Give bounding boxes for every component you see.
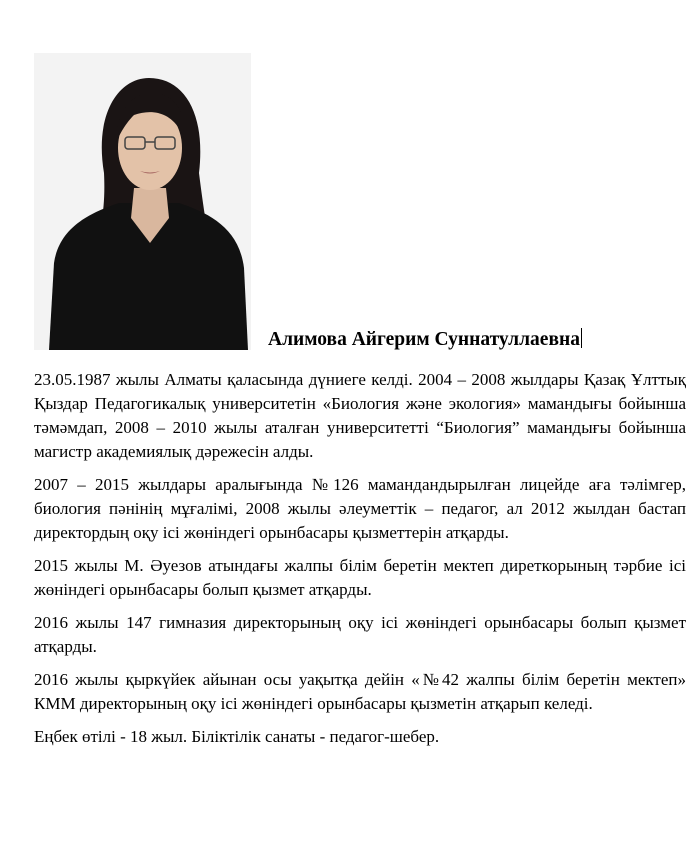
bio-paragraph-gymnasium: 2016 жылы 147 гимназия директорының оқу ісі жөніндегі орынбасары болып қызмет атқарды. (34, 613, 686, 656)
portrait-photo (34, 53, 251, 350)
bio-paragraph-education: 23.05.1987 жылы Алматы қаласында дүниеге келді. 2004 – 2008 жылдары Қазақ Ұлттық Қыздар Педагогикалық университетін «Биология және экология» мамандығы бойынша тәмәмдап, 2008 – 2010 жылы аталған университетті “Биология” мамандығы бойынша магистр академиялық дәрежесін алды. (34, 370, 686, 461)
bio-paragraph-lyceum: 2007 – 2015 жылдары аралығында №126 мамандандырылған лицейде аға тәлімгер, биология пәнінің мұғалімі, 2008 жылы әлеуметтік – педагог, ал 2012 жылдан бастап директордың оқу ісі жөніндегі орынбасары қызметтерін атқарды. (34, 475, 686, 542)
text-cursor (581, 328, 582, 348)
person-name-text: Алимова Айгерим Суннатуллаевна (268, 329, 580, 350)
biography (34, 368, 686, 758)
bio-paragraph-experience: Еңбек өтілі - 18 жыл. Біліктілік санаты - педагог-шебер. (34, 727, 440, 746)
bio-paragraph-school-42: 2016 жылы қыркүйек айынан осы уақытқа дейін «№42 жалпы білім беретін мектеп» КММ директорының оқу ісі жөніндегі орынбасары қызметін атқарып келеді. (34, 670, 686, 713)
bio-paragraph-auezov-school: 2015 жылы М. Әуезов атындағы жалпы білім беретін мектеп диреткорының тәрбие ісі жөніндегі орынбасары болып қызмет атқарды. (34, 556, 686, 599)
person-name (268, 328, 582, 351)
